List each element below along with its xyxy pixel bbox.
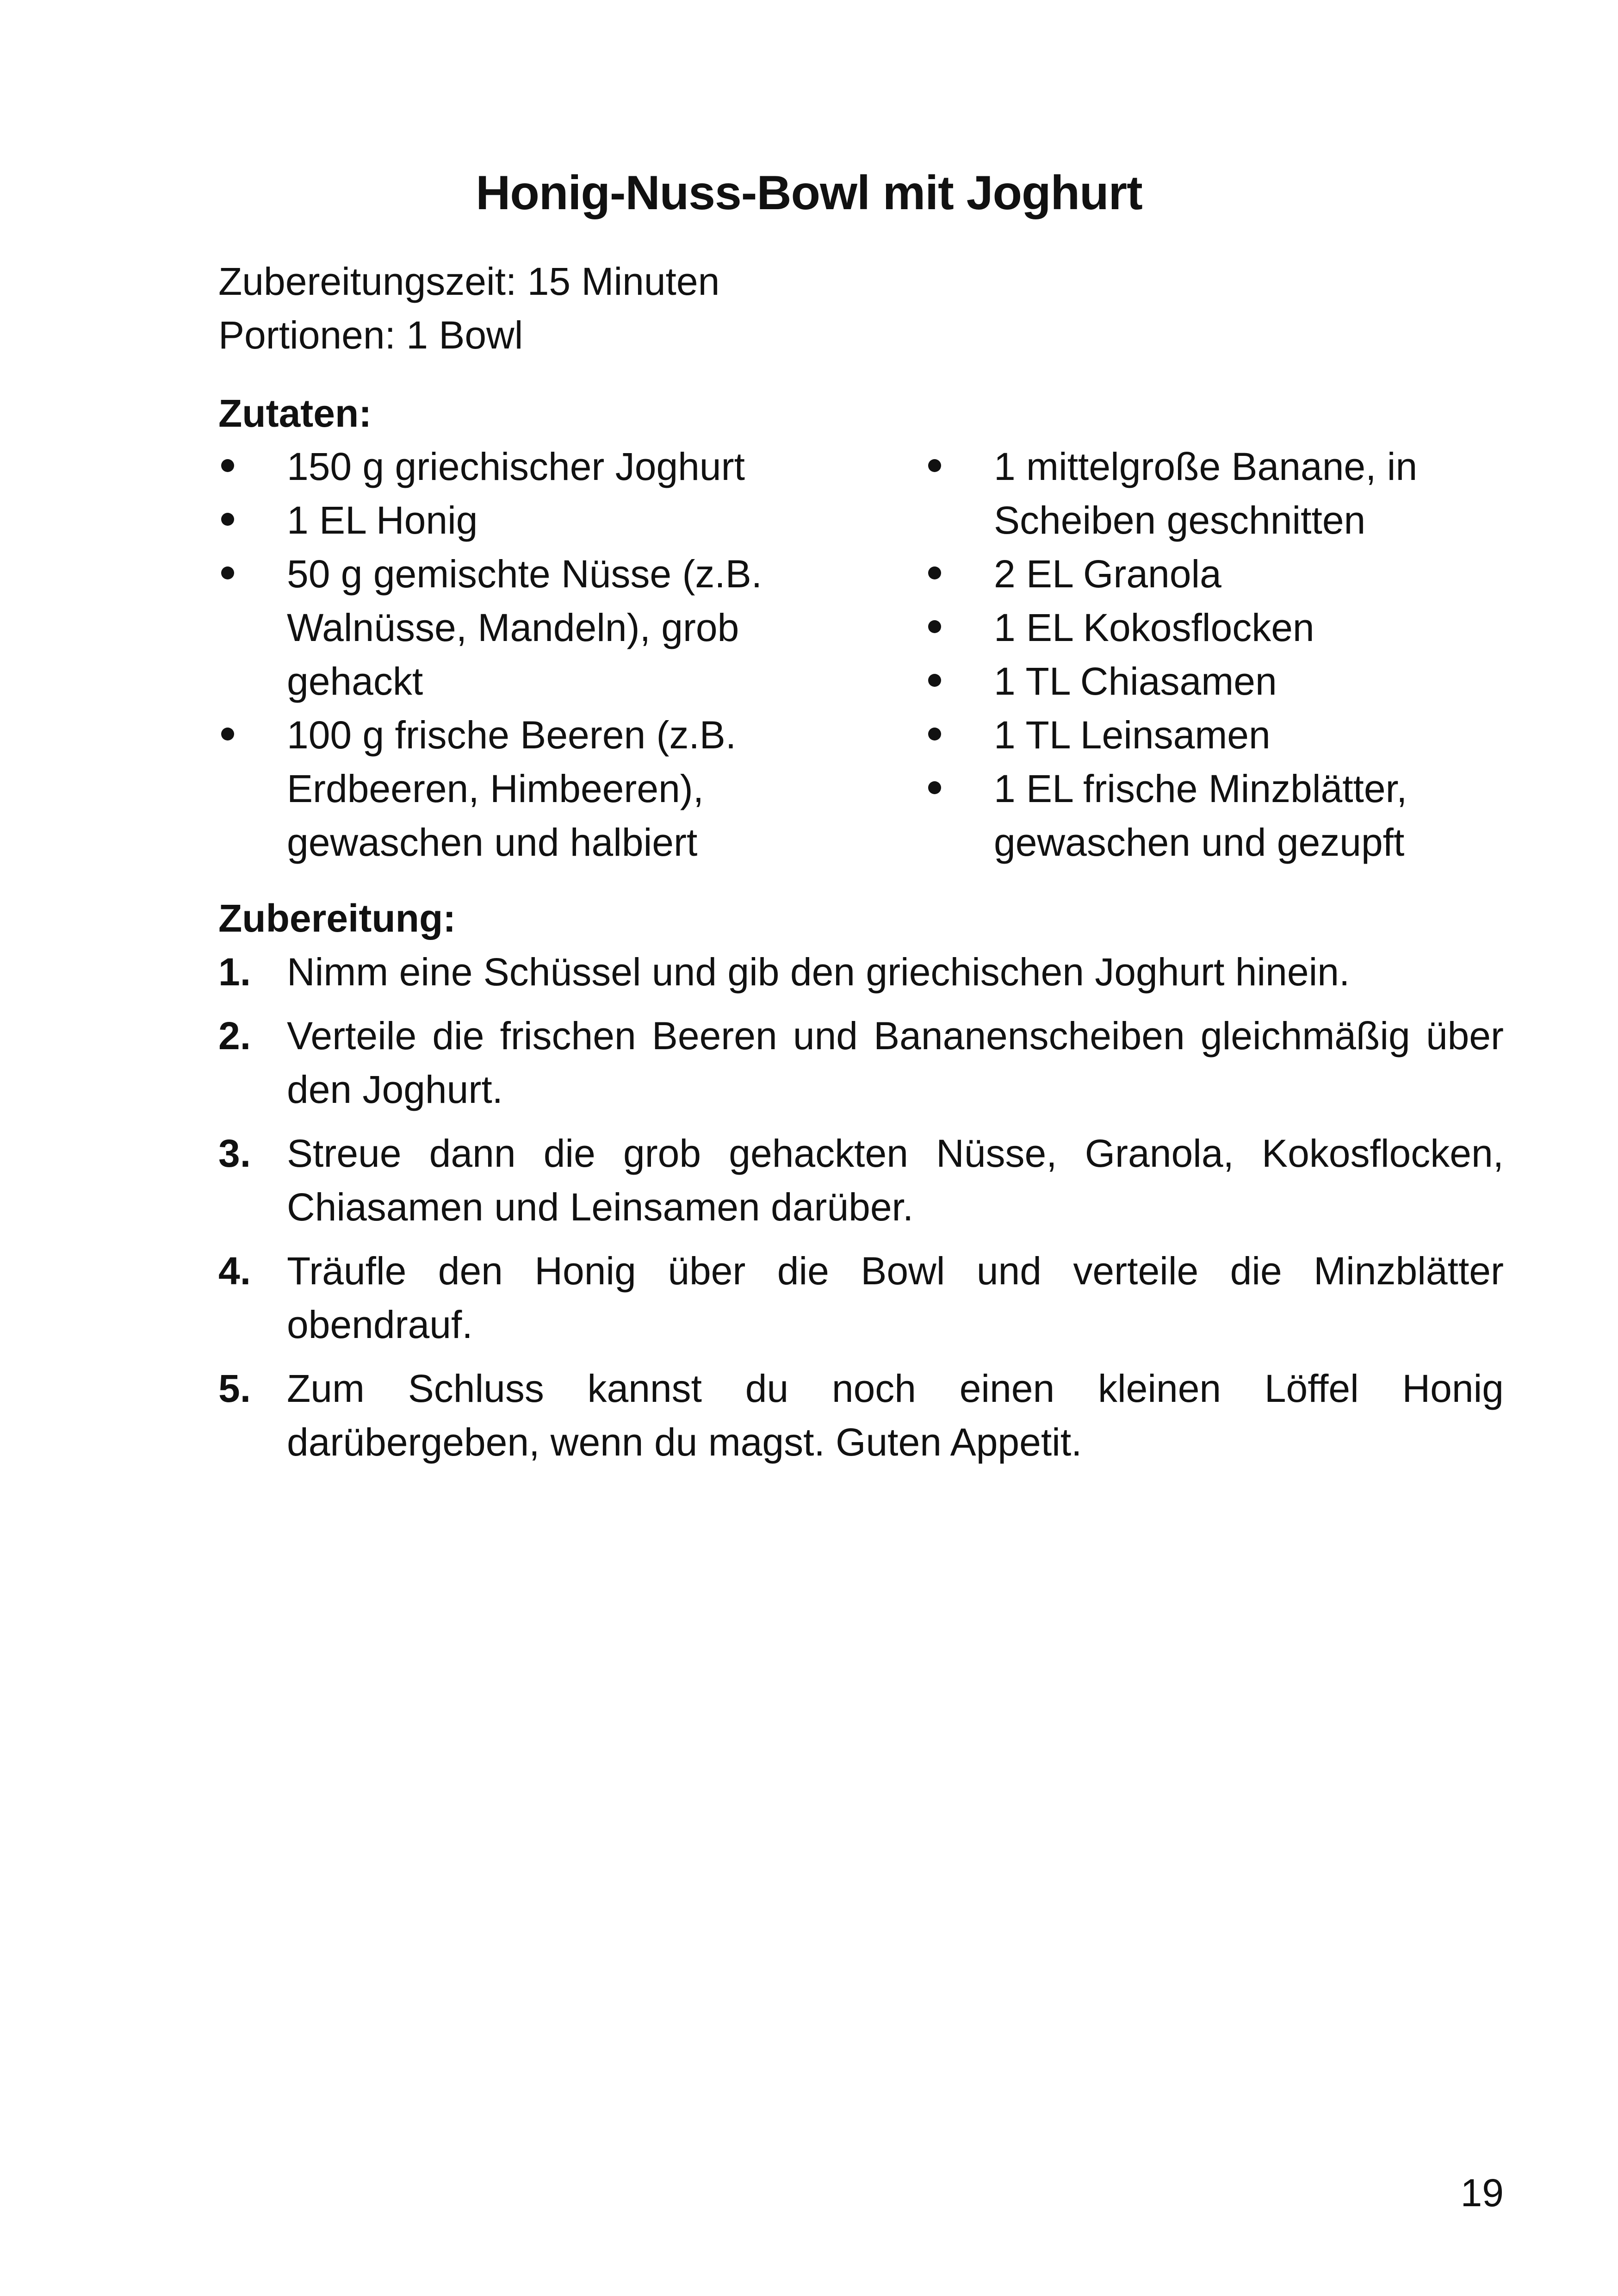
bullet-icon xyxy=(221,566,234,579)
page-number: 19 xyxy=(1460,2171,1504,2215)
step-item xyxy=(218,1126,1504,1234)
prep-time: Zubereitungszeit: 15 Minuten xyxy=(218,260,720,303)
ingredient-text: 1 EL Honig xyxy=(287,498,478,542)
step-number: 3. xyxy=(218,1132,251,1175)
ingredients-list-left xyxy=(218,440,820,869)
portions: Portionen: 1 Bowl xyxy=(218,313,523,357)
ingredient-text: 100 g frische Beeren (z.B. Erdbeeren, Himbeeren), gewaschen und halbiert xyxy=(287,713,737,864)
recipe-title: Honig-Nuss-Bowl mit Joghurt xyxy=(476,166,1142,220)
ingredients-heading: Zutaten: xyxy=(218,392,372,435)
bullet-icon xyxy=(928,728,941,740)
step-text: Nimm eine Schüssel und gib den griechischen Joghurt hinein. xyxy=(287,950,1350,994)
step-item xyxy=(218,1362,1504,1469)
ingredient-item xyxy=(925,440,1522,547)
step-text: Streue dann die grob gehackten Nüsse, Granola, Kokosflocken, Chiasamen und Leinsamen darüber. xyxy=(287,1132,1504,1229)
step-number: 5. xyxy=(218,1367,251,1410)
ingredient-text: 1 EL frische Minzblätter, gewaschen und gezupft xyxy=(994,767,1407,864)
bullet-icon xyxy=(928,566,941,579)
ingredient-item xyxy=(218,708,820,869)
step-text: Verteile die frischen Beeren und Bananenscheiben gleichmäßig über den Joghurt. xyxy=(287,1014,1504,1111)
bullet-icon xyxy=(928,620,941,633)
ingredient-item xyxy=(218,493,820,547)
bullet-icon xyxy=(221,728,234,740)
ingredient-item xyxy=(925,547,1522,601)
ingredient-text: 2 EL Granola xyxy=(994,552,1221,596)
ingredient-item xyxy=(925,654,1522,708)
ingredient-text: 50 g gemischte Nüsse (z.B. Walnüsse, Mandeln), grob gehackt xyxy=(287,552,763,703)
ingredient-item xyxy=(218,440,820,493)
ingredient-text: 1 TL Leinsamen xyxy=(994,713,1271,757)
ingredient-item xyxy=(925,708,1522,762)
bullet-icon xyxy=(928,674,941,687)
ingredient-text: 1 EL Kokosflocken xyxy=(994,606,1314,649)
steps-heading: Zubereitung: xyxy=(218,896,456,940)
step-number: 1. xyxy=(218,950,251,994)
step-item xyxy=(218,1244,1504,1351)
step-number: 4. xyxy=(218,1249,251,1293)
bullet-icon xyxy=(928,459,941,472)
bullet-icon xyxy=(928,781,941,794)
step-number: 2. xyxy=(218,1014,251,1058)
steps-list xyxy=(218,945,1504,1479)
step-text: Zum Schluss kannst du noch einen kleinen Löffel Honig darübergeben, wenn du magst. Guten Appetit. xyxy=(287,1367,1504,1464)
ingredient-text: 1 TL Chiasamen xyxy=(994,660,1277,703)
ingredients-list-right xyxy=(925,440,1522,869)
ingredient-item xyxy=(218,547,820,708)
step-text: Träufle den Honig über die Bowl und verteile die Minzblätter obendrauf. xyxy=(287,1249,1504,1346)
step-item xyxy=(218,945,1504,999)
ingredient-text: 1 mittelgroße Banane, in Scheiben geschnitten xyxy=(994,445,1418,542)
step-item xyxy=(218,1009,1504,1116)
ingredient-item xyxy=(925,762,1522,869)
bullet-icon xyxy=(221,459,234,472)
ingredient-text: 150 g griechischer Joghurt xyxy=(287,445,745,488)
bullet-icon xyxy=(221,513,234,526)
ingredient-item xyxy=(925,601,1522,654)
